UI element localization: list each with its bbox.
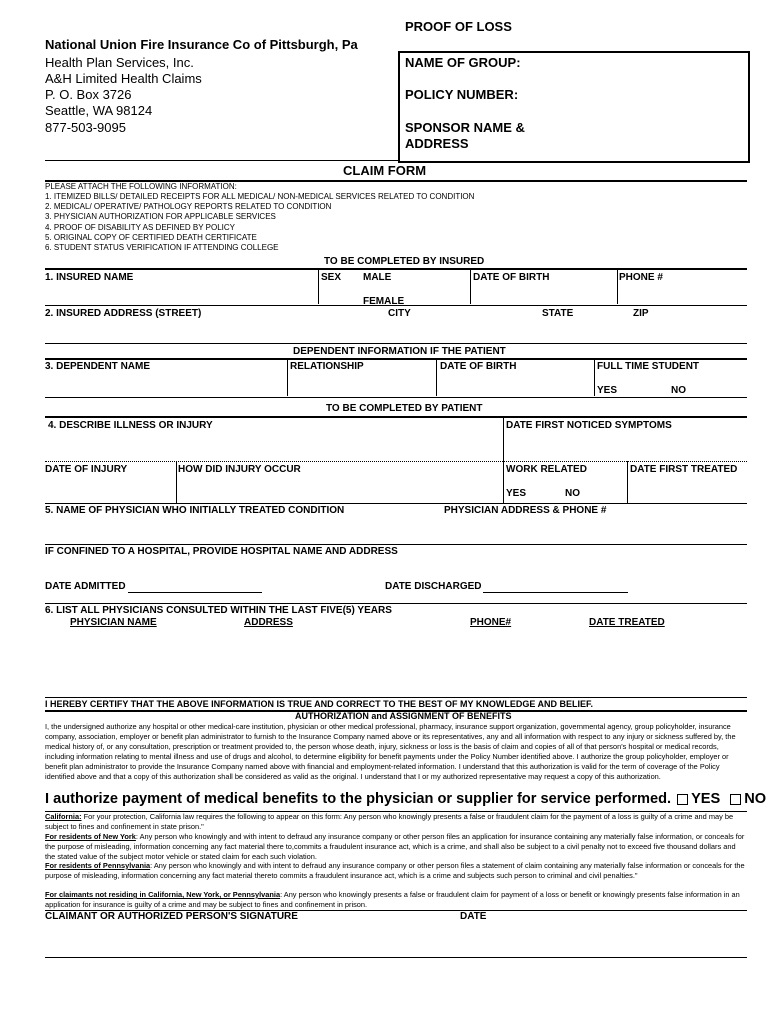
attach-item-6: 6. STUDENT STATUS VERIFICATION IF ATTENDING COLLEGE [45, 243, 279, 252]
relationship-col-line [287, 358, 288, 396]
insurer-name: National Union Fire Insurance Co of Pittsburgh, Pa [45, 37, 358, 52]
dob-col-line [470, 268, 471, 304]
authorization-text: I, the undersigned authorize any hospital or other medical-care institution, physician or other medical professional, pharmacy, insurance support organization, governmental agency, group policyholder, insurance company, association, employer or benefit plan administrator to furnish to the Insurance Company named above or its representatives, any and all information with respect to any injury or sickness suffered by, the medical history of, or any consultation, prescription or treatment provided to, the person whose death, injury, sickness or loss is the basis of claim and copies of all of that person's hospital or medical records, including information relating to mental illness and use of drugs and alcohol, to determine eligibility for benefit payments under the Policy Number identified above. I authorize the group policyholder, employer or benefit plan administrator to provide the Insurance Company named above with financial and employment-related information. I understand that this authorization is valid for the term of coverage of the Policy identified above and that a copy of this authorization shall be considered as valid as the original. I understand that I or my authorized representative may request a copy of this authorization. [45, 722, 736, 781]
authorize-payment-text: I authorize payment of medical benefits to the physician or supplier for service performed. [45, 791, 672, 807]
dependent-dob-label: DATE OF BIRTH [440, 361, 517, 372]
address-line-5: 877-503-9095 [45, 120, 126, 135]
attach-item-1: 1. ITEMIZED BILLS/ DETAILED RECEIPTS FOR ALL MEDICAL/ NON-MEDICAL SERVICES RELATED TO CONDITION [45, 192, 475, 201]
pa-label: For residents of Pennsylvania [45, 861, 151, 870]
attach-item-2: 2. MEDICAL/ OPERATIVE/ PATHOLOGY REPORTS RELATED TO CONDITION [45, 202, 332, 211]
full-time-student-label: FULL TIME STUDENT [597, 361, 700, 372]
sponsor-address-label: ADDRESS [405, 136, 469, 151]
dependent-divider [45, 358, 747, 360]
patient-top-line [45, 397, 747, 398]
phone-col-line [617, 268, 618, 304]
signature-field[interactable] [45, 957, 747, 958]
authorization-title: AUTHORIZATION and ASSIGNMENT OF BENEFITS [295, 711, 512, 721]
attach-item-3: 3. PHYSICIAN AUTHORIZATION FOR APPLICABLE SERVICES [45, 212, 276, 221]
no-label: NO [744, 791, 767, 807]
ny-text: : Any person who knowingly and with intent to defraud any insurance company or other person files an application for insurance containing any materially false information, or conceals for the purpose of misleading, information concerning any fact material there to,commits a fraudulent insurance act, which is a crime, and shall also be subject to a civil penalty not to exceed five thousand dollars and the stated value of the subject motor vehicle or stated claim for each such violation. [45, 832, 745, 861]
physician-top-line [45, 503, 747, 504]
work-col-line [503, 461, 504, 503]
zip-label: ZIP [633, 308, 649, 319]
insured-address-label: 2. INSURED ADDRESS (STREET) [45, 308, 202, 319]
col-phone: PHONE# [470, 617, 512, 628]
fraud-other [45, 890, 747, 910]
col-address: ADDRESS [244, 617, 293, 628]
hospital-top-line [45, 544, 747, 545]
certify-statement: I HEREBY CERTIFY THAT THE ABOVE INFORMATION IS TRUE AND CORRECT TO THE BEST OF MY KNOWLEDGE AND BELIEF. [45, 699, 594, 709]
list-physicians-label: 6. LIST ALL PHYSICIANS CONSULTED WITHIN THE LAST FIVE(5) YEARS [45, 605, 392, 616]
dependent-section-title: DEPENDENT INFORMATION IF THE PATIENT [293, 346, 506, 357]
state-label: STATE [542, 308, 574, 319]
other-label: For claimants not residing in California, New York, or Pennsylvania [45, 890, 281, 899]
pa-text: : Any person who knowingly and with intent to defraud any insurance company or other person files a statement of claim containing any materially false information or conceals for the purpose of misleading, information concerning any fact material thereto commits a fraudulent insurance act, which is a crime and subjects such person to criminal and civil penalties." [45, 861, 745, 880]
work-no-option[interactable]: NO [565, 488, 580, 499]
attach-item-5: 5. ORIGINAL COPY OF CERTIFIED DEATH CERTIFICATE [45, 233, 257, 242]
insured-divider [45, 268, 747, 270]
city-label: CITY [388, 308, 411, 319]
date-of-injury-label: DATE OF INJURY [45, 464, 128, 475]
signature-date-label: DATE [460, 911, 487, 922]
name-of-group-label: NAME OF GROUP: [405, 55, 521, 70]
sex-label: SEX [321, 272, 342, 283]
date-admitted-label: DATE ADMITTED [45, 581, 126, 592]
yes-label: YES [691, 791, 721, 807]
patient-section-title: TO BE COMPLETED BY PATIENT [326, 403, 483, 414]
address-line-1: Health Plan Services, Inc. [45, 55, 194, 70]
relationship-label: RELATIONSHIP [290, 361, 364, 372]
insured-section-title: TO BE COMPLETED BY INSURED [324, 256, 485, 267]
student-col-line [594, 358, 595, 396]
col-physician-name: PHYSICIAN NAME [70, 617, 157, 628]
ny-label: For residents of New York [45, 832, 136, 841]
work-related-label: WORK RELATED [506, 464, 587, 475]
claim-form-title: CLAIM FORM [343, 163, 427, 178]
form-title: PROOF OF LOSS [405, 19, 512, 34]
insured-phone-label: PHONE # [619, 272, 663, 283]
authorize-payment-line [45, 791, 766, 807]
address-line-4: Seattle, WA 98124 [45, 103, 153, 118]
date-discharged-label: DATE DISCHARGED [385, 581, 482, 592]
no-checkbox[interactable] [730, 794, 741, 805]
insured-dob-label: DATE OF BIRTH [473, 272, 550, 283]
sex-col-line [318, 268, 319, 304]
other-text: : Any person who knowingly presents a false or fraudulent claim for payment of a loss or benefit or knowingly presents false information in an application for insurance is guilty of a crime and may be subject to fines and confinement in prison. [45, 890, 740, 909]
date-first-treated-label: DATE FIRST TREATED [630, 464, 738, 475]
male-option[interactable]: MALE [363, 272, 392, 283]
policy-number-label: POLICY NUMBER: [405, 87, 519, 102]
describe-illness-label: 4. DESCRIBE ILLNESS OR INJURY [48, 420, 213, 431]
date-discharged-field[interactable] [483, 592, 628, 593]
insured-name-label: 1. INSURED NAME [45, 272, 134, 283]
sponsor-name-label: SPONSOR NAME & [405, 120, 525, 135]
attach-item-4: 4. PROOF OF DISABILITY AS DEFINED BY POLICY [45, 223, 235, 232]
yes-checkbox[interactable] [677, 794, 688, 805]
fraud-pennsylvania [45, 861, 747, 881]
physician-address-label: PHYSICIAN ADDRESS & PHONE # [444, 505, 607, 516]
first-noticed-label: DATE FIRST NOTICED SYMPTOMS [506, 420, 672, 431]
certify-top-line [45, 697, 747, 698]
how-col-line [176, 461, 177, 503]
fraud-new-york [45, 832, 747, 862]
how-injury-label: HOW DID INJURY OCCUR [178, 464, 301, 475]
attach-heading: PLEASE ATTACH THE FOLLOWING INFORMATION: [45, 182, 237, 191]
first-noticed-col-line [503, 416, 504, 462]
physicians-list-top-line [45, 603, 747, 604]
fraud-california [45, 812, 747, 832]
signature-label: CLAIMANT OR AUTHORIZED PERSON'S SIGNATURE [45, 911, 298, 922]
hospital-label: IF CONFINED TO A HOSPITAL, PROVIDE HOSPITAL NAME AND ADDRESS [45, 546, 398, 557]
physician-name-label: 5. NAME OF PHYSICIAN WHO INITIALLY TREATED CONDITION [45, 505, 345, 516]
ca-label: California: [45, 812, 82, 821]
work-yes-option[interactable]: YES [506, 488, 527, 499]
illness-dotted-line [45, 461, 747, 462]
female-option[interactable]: FEMALE [363, 296, 405, 307]
col-date-treated: DATE TREATED [589, 617, 665, 628]
address-line-2: A&H Limited Health Claims [45, 71, 202, 86]
dep-dob-col-line [436, 358, 437, 396]
dependent-top-line [45, 343, 747, 344]
ca-text: For your protection, California law requires the following to appear on this form: Any person who knowingly presents a false or fraudulent claim for the payment of a loss is guilty of a crime and may be subject to fines and confinement in state prison." [45, 812, 734, 831]
date-admitted-field[interactable] [128, 592, 262, 593]
dependent-name-label: 3. DEPENDENT NAME [45, 361, 151, 372]
address-divider [45, 305, 747, 306]
patient-divider [45, 416, 747, 418]
first-treated-col-line [627, 461, 628, 503]
student-yes-option[interactable]: YES [597, 385, 618, 396]
address-line-3: P. O. Box 3726 [45, 87, 132, 102]
header-divider [45, 160, 400, 161]
student-no-option[interactable]: NO [671, 385, 686, 396]
